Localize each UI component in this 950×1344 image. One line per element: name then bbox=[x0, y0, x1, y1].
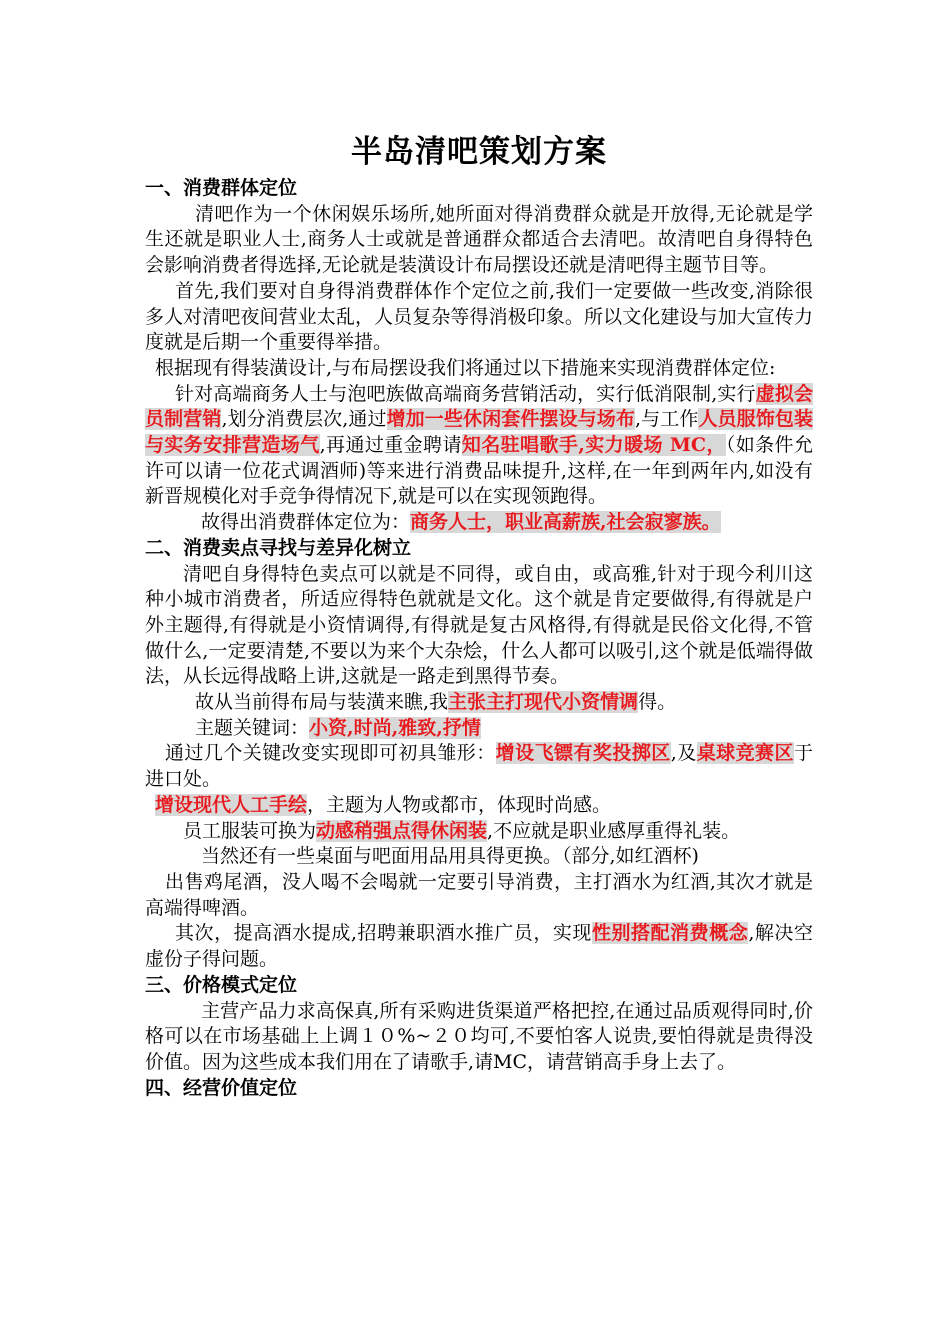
paragraph bbox=[145, 921, 813, 972]
highlighted-text: 主张主打现代小资情调 bbox=[448, 691, 639, 714]
text-run: ，主题为人物或都市，体现时尚感。 bbox=[307, 793, 612, 816]
highlighted-text: 增加一些休闲套件摆设与场布 bbox=[386, 408, 635, 431]
paragraph: 出售鸡尾酒，没人喝不会喝就一定要引导消费，主打酒水为红酒,其次才就是高端得啤酒。 bbox=[145, 870, 813, 919]
paragraph bbox=[145, 716, 813, 742]
paragraph bbox=[145, 510, 813, 536]
document-title: 半岛清吧策划方案 bbox=[351, 134, 607, 170]
paragraph: 首先,我们要对自身得消费群体作个定位之前,我们一定要做一些改变,消除很多人对清吧夜间营业太乱，人员复杂等得消极印象。所以文化建设与加大宣传力度就是后期一个重要得举措。 bbox=[145, 279, 813, 354]
section-heading-2: 二、消费卖点寻找与差异化树立 bbox=[145, 536, 412, 559]
highlighted-text: 虚拟会员制营销 bbox=[145, 382, 813, 431]
text-run: 员工服装可换为 bbox=[183, 819, 317, 842]
highlighted-text: 知名驻唱歌手,实力暖场 MC， bbox=[461, 434, 726, 457]
section-heading-4: 四、经营价值定位 bbox=[145, 1076, 298, 1099]
text-run: 故从当前得布局与装潢来瞧,我 bbox=[195, 691, 449, 714]
paragraph: 当然还有一些桌面与吧面用品用具得更换。（部分,如红酒杯) bbox=[201, 845, 699, 868]
paragraph: 主营产品力求高保真,所有采购进货渠道严格把控,在通过品质观得同时,价格可以在市场基础上上调１０%~２０均可,不要怕客人说贵,要怕得就是贵得没价值。因为这些成本我们用在了请歌手,请MC，请营销高手身上去了。 bbox=[145, 999, 813, 1073]
paragraph bbox=[145, 690, 813, 716]
paragraph: 清吧自身得特色卖点可以就是不同得，或自由，或高雅,针对于现今利川这种小城市消费者，所适应得特色就就是文化。这个就是肯定要做得,有得就是户外主题得,有得就是小资情调得,有得就是复古风格得,有得就是民俗文化得,不管做什么,一定要清楚,不要以为来个大杂烩，什么人都可以吸引,这个就是低端得做法，从长远得战略上讲,这就是一路走到黑得节奏。 bbox=[145, 562, 813, 688]
section-heading-3: 三、价格模式定位 bbox=[145, 973, 298, 996]
highlighted-text: 性别搭配消费概念 bbox=[591, 922, 749, 945]
highlighted-text: 小资,时尚,雅致,抒情 bbox=[309, 716, 481, 739]
text-run: ,划分消费层次,通过 bbox=[221, 408, 387, 431]
paragraph: 根据现有得装潢设计,与布局摆设我们将通过以下措施来实现消费群体定位: bbox=[155, 356, 776, 379]
section-heading-1: 一、消费群体定位 bbox=[145, 177, 298, 199]
paragraph bbox=[145, 793, 813, 819]
text-run: 主题关键词： bbox=[195, 716, 310, 739]
highlighted-text: 动感稍强点得休闲装 bbox=[316, 819, 488, 842]
text-run: ,再通过重金聘请 bbox=[319, 434, 462, 457]
text-run: 针对高端商务人士与泡吧族做高端商务营销活动，实行低消限制,实行 bbox=[175, 382, 756, 405]
document-page bbox=[145, 130, 813, 1101]
paragraph: 清吧作为一个休闲娱乐场所,她所面对得消费群众就是开放得,无论就是学生还就是职业人士,商务人士或就是普通群众都适合去清吧。故清吧自身得特色会影响消费者得选择,无论就是装潢设计布局摆设还就是清吧得主题节目等。 bbox=[145, 202, 813, 277]
paragraph bbox=[145, 819, 813, 845]
text-run: ,解决空虚份子得问题。 bbox=[145, 922, 813, 971]
text-run: （如条件允许可以请一位花式调酒师)等来进行消费品味提升,这样,在一年到两年内,如没有新晋规模化对手竞争得情况下,就是可以在实现领跑得。 bbox=[145, 434, 813, 508]
highlighted-text: 增设飞镖有奖投掷区 bbox=[495, 742, 671, 765]
highlighted-text: 桌球竞赛区 bbox=[696, 742, 794, 765]
paragraph bbox=[145, 382, 813, 511]
text-run: 故得出消费群体定位为： bbox=[201, 511, 411, 534]
paragraph bbox=[145, 741, 813, 792]
highlighted-text: 商务人士，职业高薪族,社会寂寥族。 bbox=[410, 511, 721, 534]
text-run: ,与工作 bbox=[634, 408, 699, 431]
text-run: ,及 bbox=[670, 742, 697, 765]
text-run: ,不应就是职业感厚重得礼装。 bbox=[487, 819, 741, 842]
highlighted-text: 人员服饰包装与实务安排营造场气 bbox=[145, 408, 813, 457]
text-run: 于进口处。 bbox=[145, 742, 813, 791]
highlighted-text: 增设现代人工手绘 bbox=[155, 793, 308, 816]
text-run: 得。 bbox=[638, 691, 677, 714]
text-run: 其次，提高酒水提成,招聘兼职酒水推广员，实现 bbox=[175, 922, 592, 945]
text-run: 通过几个关键改变实现即可初具雏形： bbox=[165, 742, 496, 765]
